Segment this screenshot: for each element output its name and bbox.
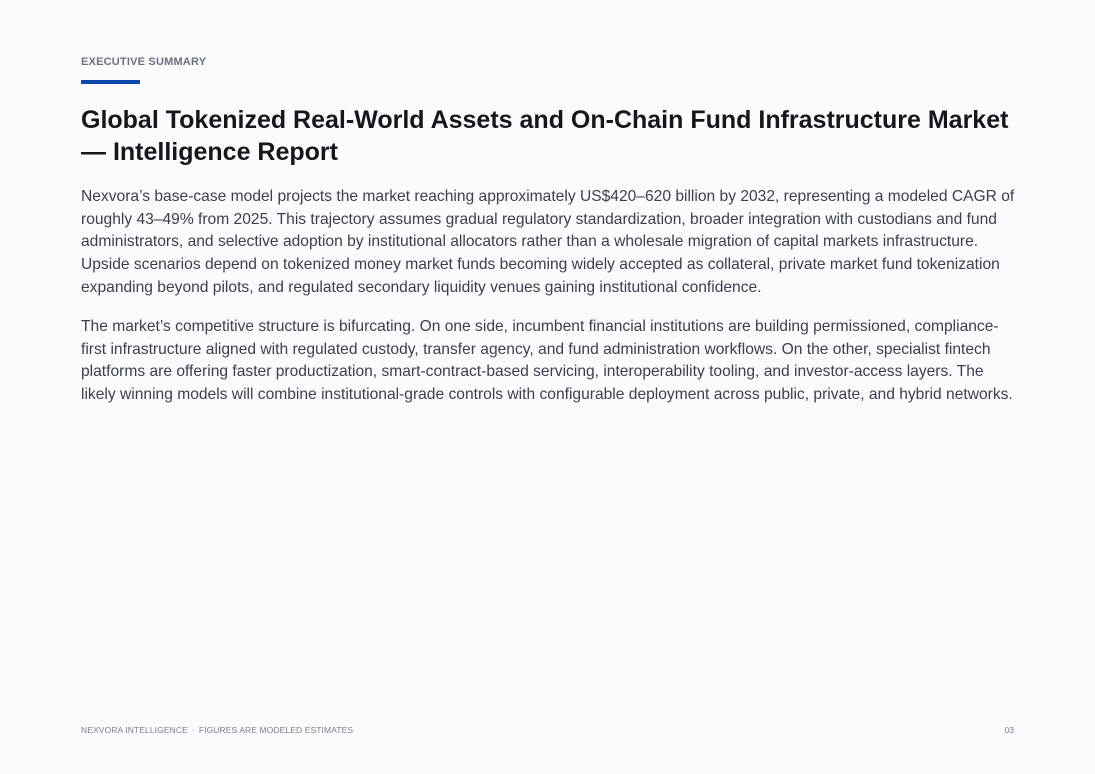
section-eyebrow: EXECUTIVE SUMMARY <box>81 56 207 68</box>
accent-bar <box>81 80 140 84</box>
footer-note: FIGURES ARE MODELED ESTIMATES <box>198 725 354 735</box>
footer-separator: · <box>191 725 195 735</box>
summary-paragraph-2: The market’s competitive structure is bifurcating. On one side, incumbent financial institutions are building permissioned, compliance-first infrastructure aligned with regulated custody, transfer agency, and fund administration workflows. On the other, specialist fintech platforms are offering faster productization, smart-contract-based servicing, interoperability tooling, and investor-access layers. The likely winning models will combine institutional-grade controls with configurable deployment across public, private, and hybrid networks. <box>81 318 1013 404</box>
page-title: Global Tokenized Real-World Assets and On-Chain Fund Infrastructure Market — Intelligence Report <box>81 106 1009 166</box>
footer-left <box>81 725 353 735</box>
page-number: 03 <box>1004 725 1014 735</box>
footer-brand: NEXVORA INTELLIGENCE <box>81 725 188 735</box>
summary-paragraph-1: Nexvora’s base-case model projects the market reaching approximately US$420–620 billion by 2032, representing a modeled CAGR of roughly 43–49% from 2025. This trajectory assumes gradual regulatory standardization, broader integration with custodians and fund administrators, and selective adoption by institutional allocators rather than a wholesale migration of capital markets infrastructure. Upside scenarios depend on tokenized money market funds becoming widely accepted as collateral, private market fund tokenization expanding beyond pilots, and regulated secondary liquidity venues gaining institutional confidence. <box>81 188 1015 296</box>
